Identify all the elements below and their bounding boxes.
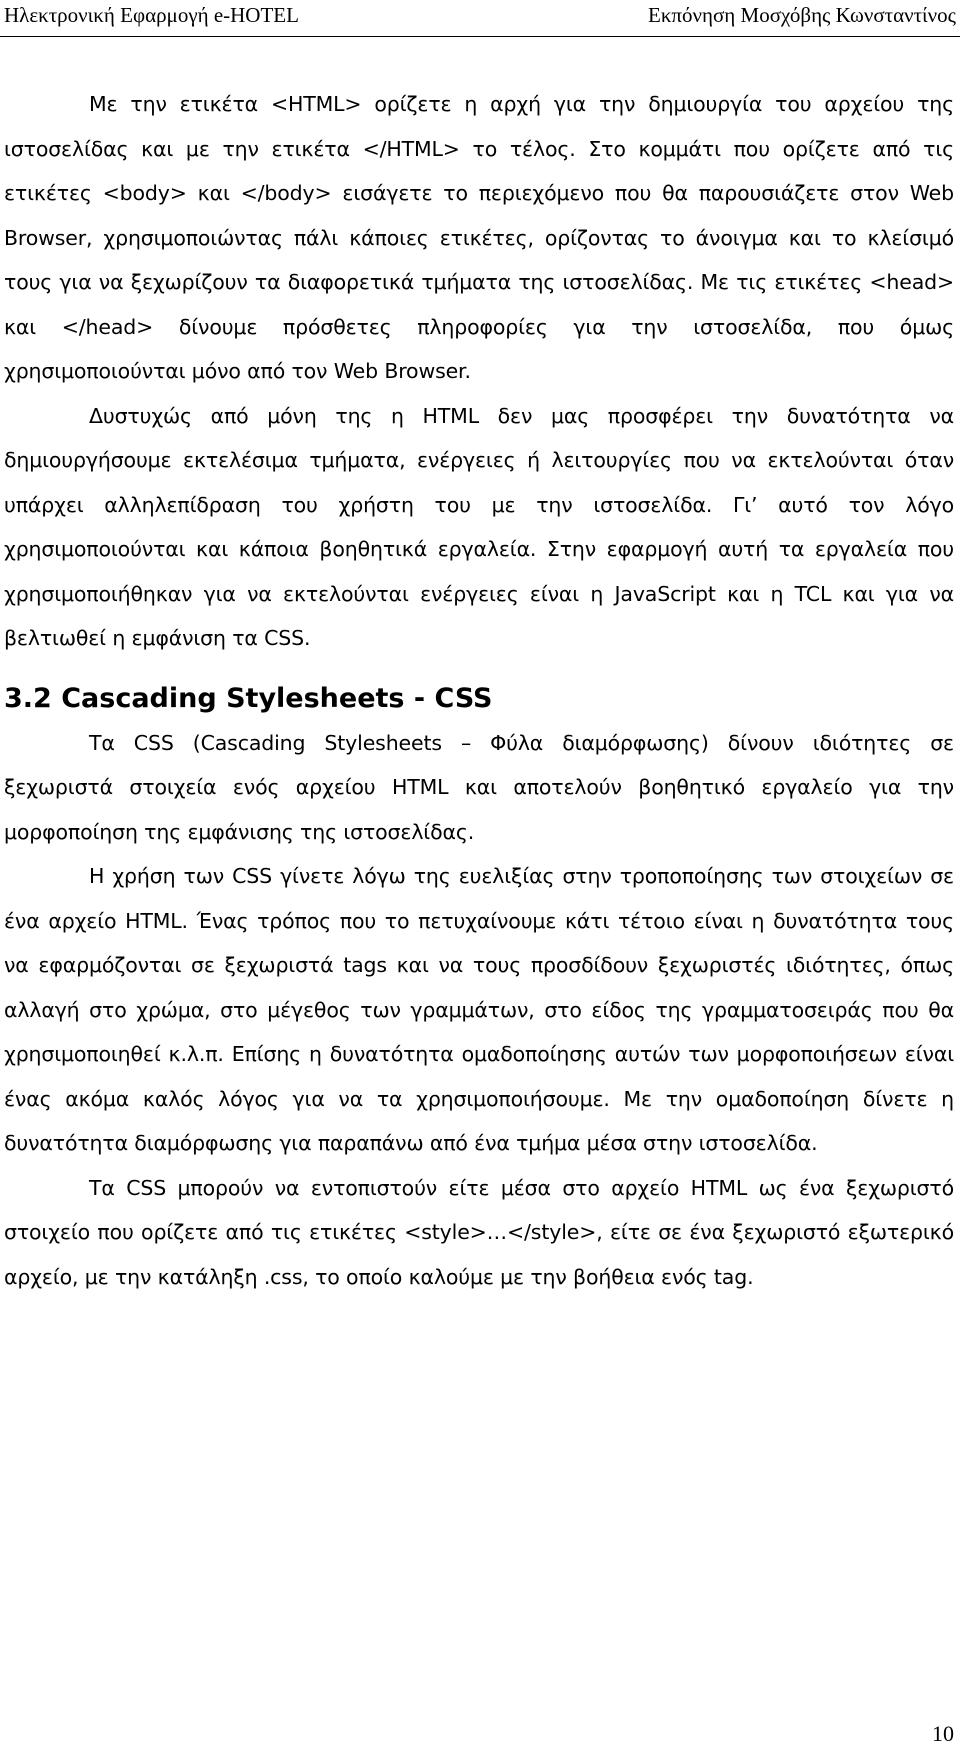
paragraph-css-usage: Η χρήση των CSS γίνετε λόγω της ευελιξίας στην τροποποίησης των στοιχείων σε ένα αρχείο HTML. Ένας τρόπος που το πετυχαίνουμε κάτι τέτοιο είναι η δυνατότητα τους να εφαρμόζονται σε ξεχωριστά tags και να τους προσδίδουν ξεχωριστές ιδιότητες, όπως αλλαγή στο χρώμα, στο μέγεθος των γραμμάτων, στο είδος της γραμματοσειράς που θα χρησιμοποιηθεί κ.λ.π. Επίσης η δυνατότητα ομαδοποίησης αυτών των μορφοποιήσεων είναι ένας ακόμα καλός λόγος για να τα χρησιμοποιήσουμε. Με την ομαδοποίηση δίνετε η δυνατότητα διαμόρφωσης για παραπάνω από ένα τμήμα μέσα στην ιστοσελίδα. xyxy=(4,864,954,1155)
paragraph-css-definition: Τα CSS (Cascading Stylesheets – Φύλα διαμόρφωσης) δίνουν ιδιότητες σε ξεχωριστά στοιχεία ενός αρχείου HTML και αποτελούν βοηθητικό εργαλείο για την μορφοποίηση της εμφάνισης της ιστοσελίδας. xyxy=(4,730,954,844)
header-author: Εκπόνηση Μοσχόβης Κωνσταντίνος xyxy=(648,3,956,27)
paragraph-html-limitations: Δυστυχώς από μόνη της η HTML δεν μας προσφέρει την δυνατότητα να δημιουργήσουμε εκτελέσιμα τμήματα, ενέργειες ή λειτουργίες που να εκτελούνται όταν υπάρχει αλληλεπίδραση του χρήστη του με την ιστοσελίδα. Γι’ αυτό τον λόγο χρησιμοποιούνται και κάποια βοηθητικά εργαλεία. Στην εφαρμογή αυτή τα εργαλεία που χρησιμοποιήθηκαν για να εκτελούνται ενέργειες είναι η JavaScript και η TCL και για να βελτιωθεί η εμφάνιση τα CSS. xyxy=(4,403,954,650)
header-title: Ηλεκτρονική Εφαρμογή e-HOTEL xyxy=(4,3,299,27)
section-heading-css: 3.2 Cascading Stylesheets - CSS xyxy=(4,682,493,714)
document-body xyxy=(4,82,954,1299)
page-header xyxy=(0,0,960,37)
paragraph-html-tags: Με την ετικέτα <HTML> ορίζετε η αρχή για την δημιουργία του αρχείου της ιστοσελίδας και με την ετικέτα </HTML> το τέλος. Στο κομμάτι που ορίζετε από τις ετικέτες <body> και </body> εισάγετε το περιεχόμενο που θα παρουσιάζετε στον Web Browser, χρησιμοποιώντας πάλι κάποιες ετικέτες, ορίζοντας το άνοιγμα και το κλείσιμό τους για να ξεχωρίζουν τα διαφορετικά τμήματα της ιστοσελίδας. Με τις ετικέτες <head> και </head> δίνουμε πρόσθετες πληροφορίες για την ιστοσελίδα, που όμως χρησιμοποιούνται μόνο από τον Web Browser. xyxy=(4,92,954,383)
page-number: 10 xyxy=(932,1721,954,1746)
paragraph-css-location: Τα CSS μπορούν να εντοπιστούν είτε μέσα στο αρχείο HTML ως ένα ξεχωριστό στοιχείο που ορίζετε από τις ετικέτες <style>…</style>, είτε σε ένα ξεχωριστό εξωτερικό αρχείο, με την κατάληξη .css, το οποίο καλούμε με την βοήθεια ενός tag. xyxy=(4,1175,954,1289)
